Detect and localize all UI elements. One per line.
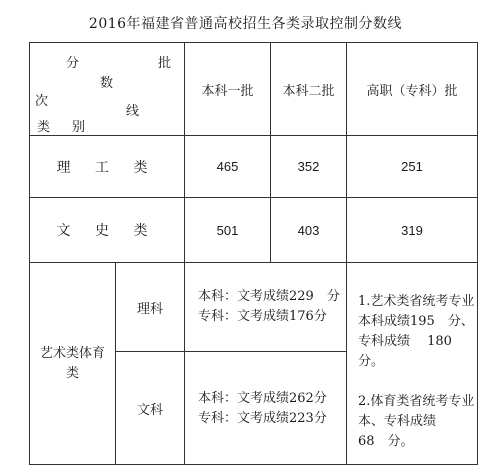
score-science-batch-2: 352 <box>297 159 320 174</box>
score-liberal-batch-1: 501 <box>216 222 239 238</box>
arts-liberal-line-1: 本科：文考成绩262分 <box>198 391 327 406</box>
row-label-liberal-arts: 文 史 类 <box>56 223 158 239</box>
row-label-science: 理 工 类 <box>56 159 158 176</box>
score-science-batch-1: 465 <box>216 159 239 174</box>
note-sports-line-3: 68 分。 <box>358 434 414 449</box>
corner-batch-2: 批 <box>158 56 172 71</box>
arts-liberal-scores <box>198 389 344 429</box>
score-liberal-batch-2: 403 <box>297 222 320 238</box>
arts-science-label: 理科 <box>136 301 163 317</box>
header-vocational: 高职（专科）批 <box>366 83 458 99</box>
corner-category-3: 别 <box>72 120 86 135</box>
arts-liberal-line-2: 专科：文考成绩223分 <box>198 411 327 426</box>
page-title: 2016年福建省普通高校招生各类录取控制分数线 <box>88 16 403 32</box>
corner-category-1: 次 <box>35 94 49 109</box>
note-sports-line-2: 本、专科成绩 <box>358 414 437 429</box>
corner-batch-1: 分 <box>66 56 80 71</box>
corner-score: 数 <box>100 76 114 91</box>
corner-category-2: 类 <box>37 120 51 135</box>
note-art-line-3: 专科成绩 180分。 <box>358 334 452 369</box>
corner-line: 线 <box>126 104 140 119</box>
arts-liberal-label: 文科 <box>136 402 163 418</box>
arts-science-scores <box>198 287 344 327</box>
score-science-vocational: 251 <box>401 159 423 174</box>
arts-notes <box>358 292 476 452</box>
arts-science-line-1: 本科：文考成绩229 分 <box>198 289 340 304</box>
score-liberal-vocational: 319 <box>401 222 423 238</box>
header-batch-1: 本科一批 <box>201 83 254 99</box>
note-art-line-2: 本科成绩195 分、 <box>358 314 474 329</box>
arts-science-line-2: 专科：文考成绩176分 <box>198 309 327 324</box>
arts-sports-label: 艺术类体育类 <box>39 345 105 381</box>
corner-header <box>30 43 184 135</box>
header-batch-2: 本科二批 <box>282 83 335 99</box>
note-sports-line-1: 2.体育类省统考专业 <box>358 394 475 409</box>
note-art-line-1: 1.艺术类省统考专业 <box>358 294 475 309</box>
arts-sports-label-cell <box>30 263 115 464</box>
